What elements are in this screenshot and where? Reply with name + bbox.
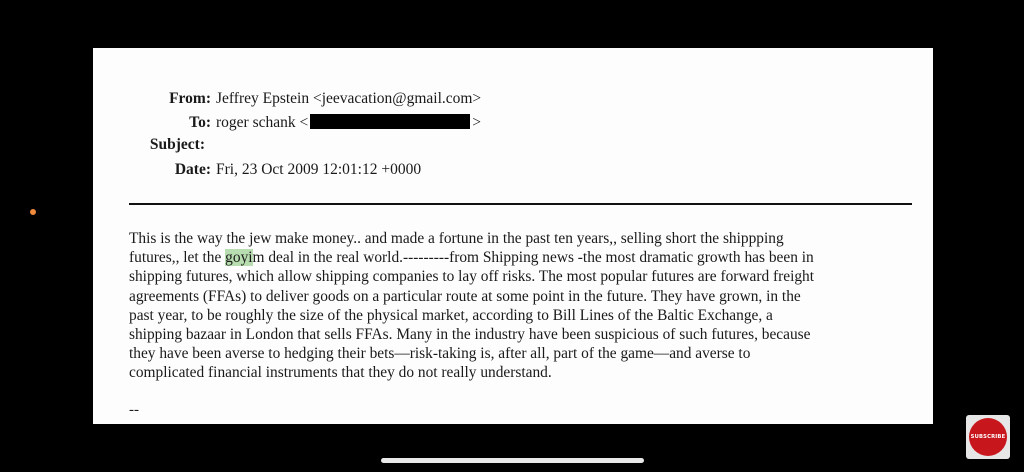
body-line: shipping bazaar in London that sells FFAs. Many in the industry have been suspicious of such futures, because [129,326,811,344]
to-value-prefix: roger schank < [216,114,309,131]
body-line: complicated financial instruments that they do not really understand. [129,364,552,382]
to-value-suffix: > [472,114,481,131]
body-line: This is the way the jew make money.. and made a fortune in the past ten years,, selling short the shippping [129,230,784,247]
body-line: they have been averse to hedging their bets—risk-taking is, after all, part of the game—and averse to [129,345,751,363]
from-value: Jeffrey Epstein <jeevacation@gmail.com> [216,90,482,107]
highlighted-text: goyi [225,249,253,267]
orange-dot-indicator [30,209,36,215]
home-indicator-bar[interactable] [381,458,644,463]
body-line [129,248,919,267]
subject-label: Subject: [149,136,205,153]
body-line: agreements (FFAs) to deliver goods on a particular route at some point in the future. They have grown, in the [129,287,801,305]
subscribe-label: SUBSCRIBE [969,418,1007,456]
to-value [216,114,481,132]
date-label: Date: [174,161,211,178]
redaction-bar [310,114,470,129]
signature: -- [129,402,139,418]
to-label: To: [189,114,211,131]
body-line-part: futures,, let the [129,249,226,267]
email-body [129,229,919,383]
email-document [93,48,933,424]
header-divider [129,203,912,205]
subscribe-button[interactable] [966,415,1010,459]
body-line: shipping futures, which allow shipping companies to lay off risks. The most popular futures are forward freight [129,268,815,286]
from-label: From: [169,90,211,107]
date-value: Fri, 23 Oct 2009 12:01:12 +0000 [216,161,422,178]
body-line: past year, to be roughly the size of the physical market, according to Bill Lines of the Baltic Exchange, a [129,306,773,324]
body-line-part: m deal in the real world.---------from Shipping news -the most dramatic growth has been in [252,249,814,267]
